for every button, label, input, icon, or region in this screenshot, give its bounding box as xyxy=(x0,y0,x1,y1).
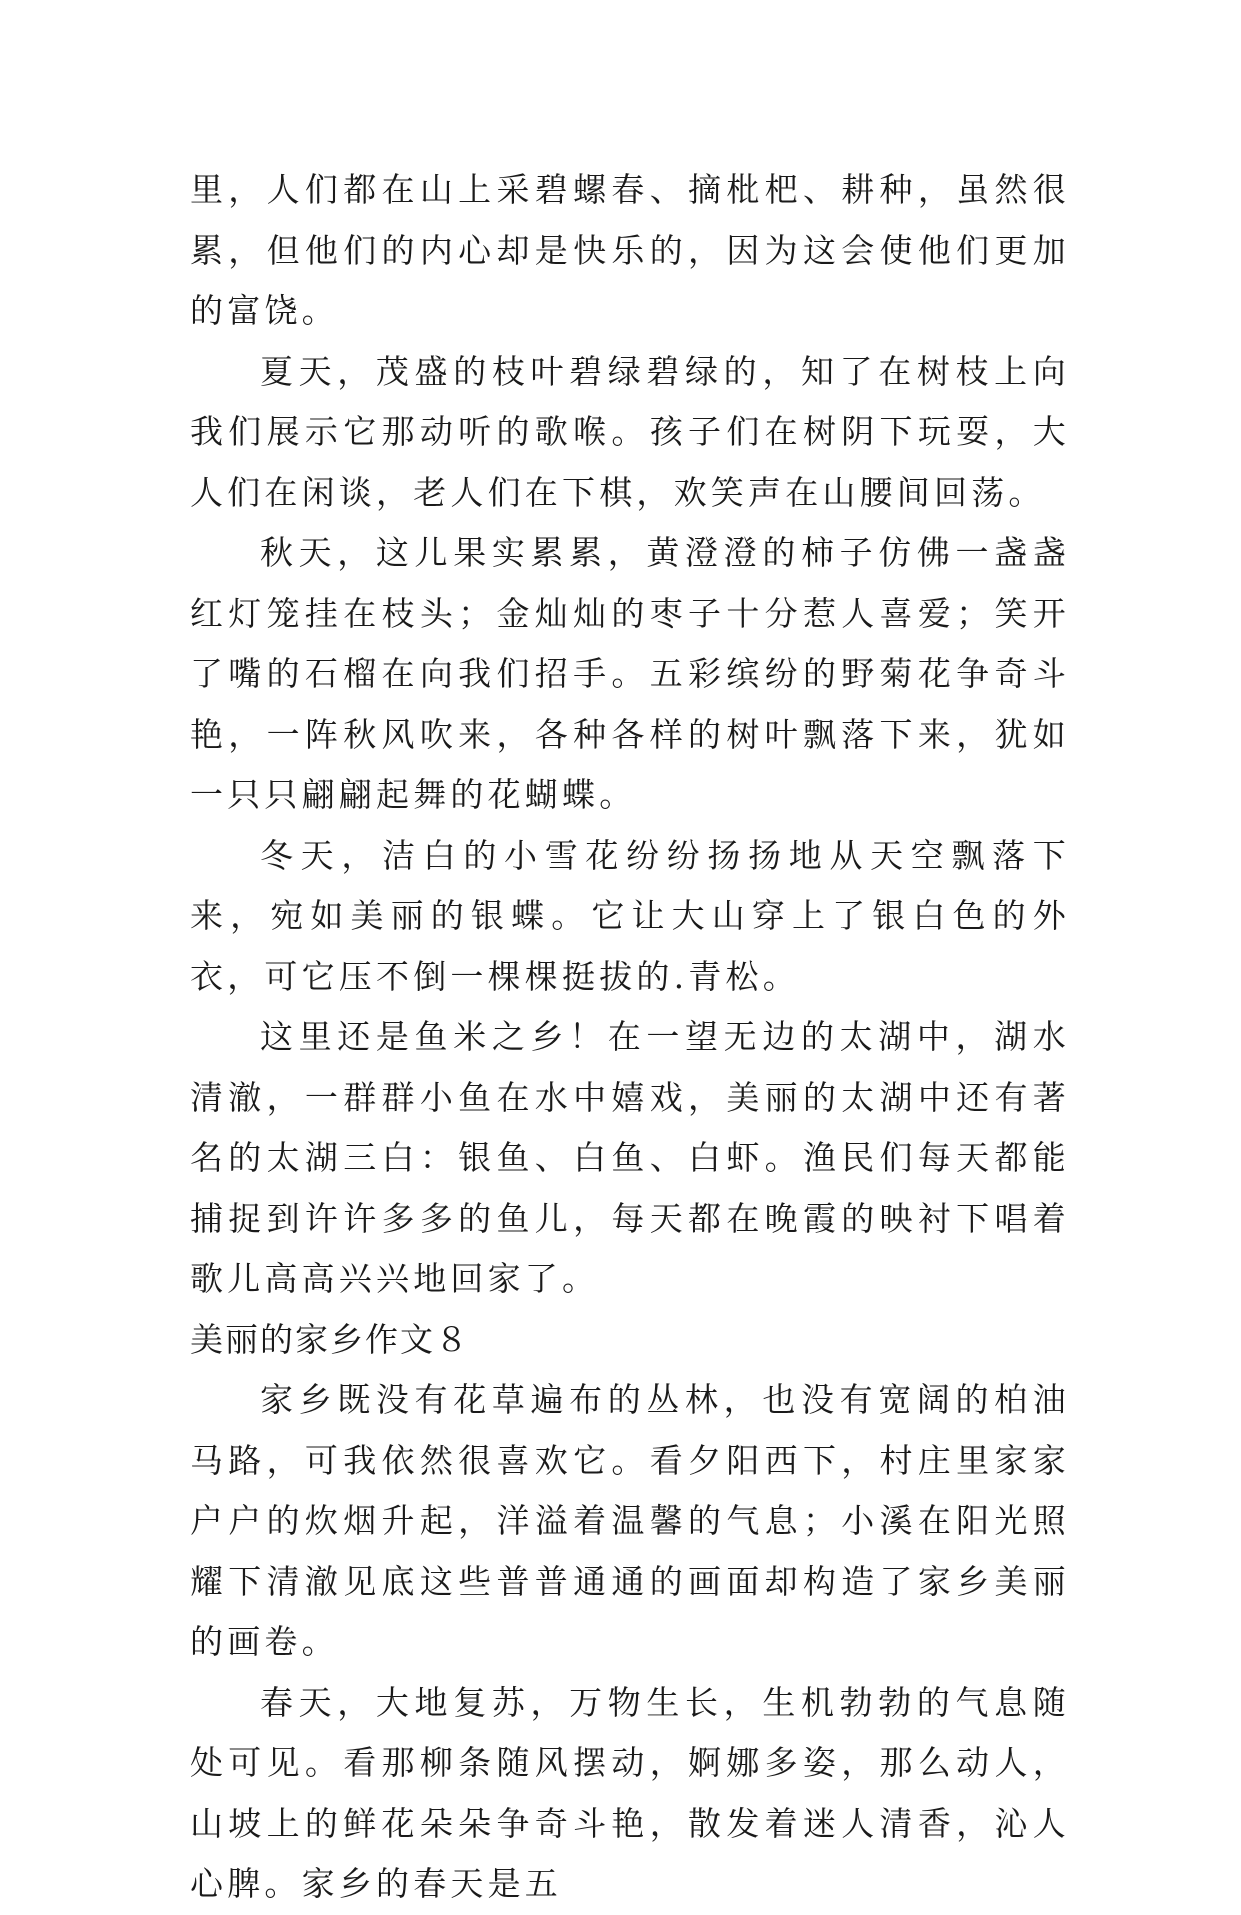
paragraph-fish-rice: 这里还是鱼米之乡！在一望无边的太湖中，湖水清澈，一群群小鱼在水中嬉戏，美丽的太湖中还有著名的太湖三白：银鱼、白鱼、白虾。渔民们每天都能捕捉到许许多多的鱼儿，每天都在晚霞的映衬下唱着歌儿高高兴兴地回家了。 xyxy=(190,1017,1070,1298)
paragraph-summer: 夏天，茂盛的枝叶碧绿碧绿的，知了在树枝上向我们展示它那动听的歌喉。孩子们在树阴下玩耍，大人们在闲谈，老人们在下棋，欢笑声在山腰间回荡。 xyxy=(190,351,1070,512)
paragraph-spring: 春天，大地复苏，万物生长，生机勃勃的气息随处可见。看那柳条随风摆动，婀娜多姿，那么动人，山坡上的鲜花朵朵争奇斗艳，散发着迷人清香，沁人心脾。家乡的春天是五 xyxy=(190,1682,1070,1903)
paragraph-hometown: 家乡既没有花草遍布的丛林，也没有宽阔的柏油马路，可我依然很喜欢它。看夕阳西下，村庄里家家户户的炊烟升起，洋溢着温馨的气息；小溪在阳光照耀下清澈见底这些普普通通的画面却构造了家乡美丽的画卷。 xyxy=(190,1380,1070,1661)
document-body xyxy=(190,160,1070,1915)
paragraph-winter: 冬天，洁白的小雪花纷纷扬扬地从天空飘落下来，宛如美丽的银蝶。它让大山穿上了银白色的外衣，可它压不倒一棵棵挺拔的.青松。 xyxy=(190,835,1070,996)
paragraph-1: 里，人们都在山上采碧螺春、摘枇杷、耕种，虽然很累，但他们的内心却是快乐的，因为这会使他们更加的富饶。 xyxy=(190,170,1070,330)
section-title: 美丽的家乡作文８ xyxy=(190,1319,470,1359)
paragraph-autumn: 秋天，这儿果实累累，黄澄澄的柿子仿佛一盏盏红灯笼挂在枝头；金灿灿的枣子十分惹人喜爱；笑开了嘴的石榴在向我们招手。五彩缤纷的野菊花争奇斗艳，一阵秋风吹来，各种各样的树叶飘落下来，犹如一只只翩翩起舞的花蝴蝶。 xyxy=(190,533,1070,814)
